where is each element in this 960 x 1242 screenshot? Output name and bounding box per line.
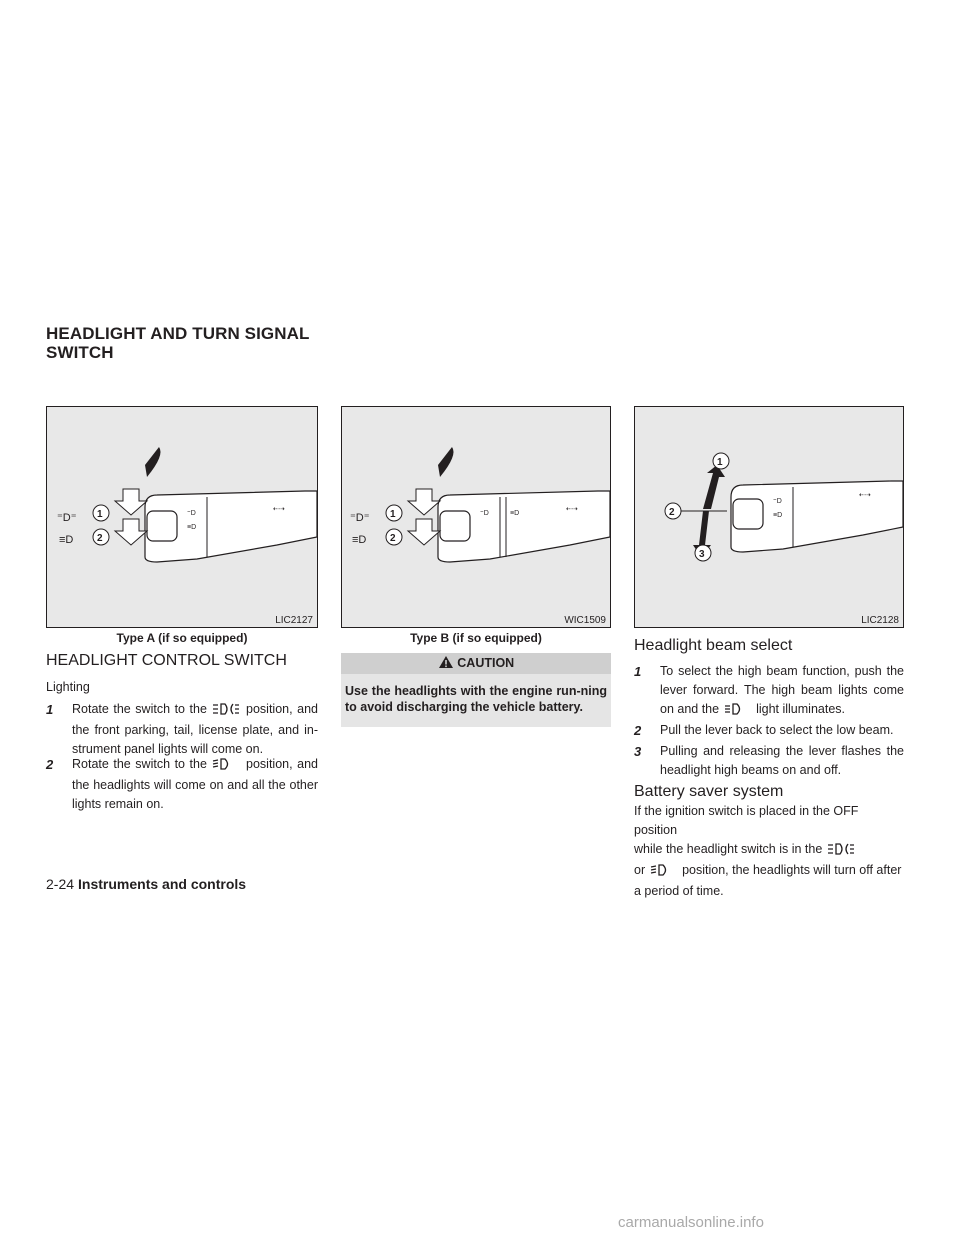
svg-text:⁼D: ⁼D bbox=[773, 498, 782, 505]
svg-text:1: 1 bbox=[717, 457, 723, 468]
svg-text:2: 2 bbox=[669, 507, 675, 518]
figure-code: LIC2127 bbox=[275, 615, 313, 626]
svg-text:3: 3 bbox=[699, 549, 705, 560]
svg-text:≡D: ≡D bbox=[352, 534, 367, 546]
turn-signal-lever-diagram-a bbox=[47, 407, 318, 628]
caution-header bbox=[341, 653, 611, 674]
beam-step-1 bbox=[634, 662, 904, 722]
step-number: 2 bbox=[634, 723, 642, 738]
beam-step-3 bbox=[634, 742, 904, 782]
svg-text:2: 2 bbox=[390, 533, 396, 544]
step-1 bbox=[46, 700, 318, 756]
svg-text:⇠⇢: ⇠⇢ bbox=[566, 506, 578, 513]
figure-code: WIC1509 bbox=[564, 615, 606, 626]
step-text-after: light illuminates. bbox=[756, 702, 845, 716]
battery-saver-line-4: a period of time. bbox=[634, 884, 724, 898]
step-2 bbox=[46, 755, 318, 815]
step-text-before: To select the high beam function, push the lever forward. The high beam lights come on and the bbox=[660, 664, 904, 716]
caution-title: CAUTION bbox=[457, 656, 515, 670]
svg-text:≡D: ≡D bbox=[59, 534, 74, 546]
headlight-control-heading: HEADLIGHT CONTROL SWITCH bbox=[46, 652, 287, 669]
svg-text:2: 2 bbox=[97, 533, 103, 544]
step-text: Pull the lever back to select the low beam. bbox=[660, 723, 894, 737]
svg-text:⁼D: ⁼D bbox=[480, 510, 489, 517]
parking-light-icon bbox=[826, 842, 856, 861]
caution-box bbox=[341, 653, 611, 727]
step-text: Pulling and releasing the lever flashes the headlight high beams on and off. bbox=[660, 744, 904, 777]
step-number: 2 bbox=[46, 757, 54, 772]
step-number: 3 bbox=[634, 744, 642, 759]
beam-select-heading: Headlight beam select bbox=[634, 637, 793, 654]
svg-text:⁼D⁼: ⁼D⁼ bbox=[57, 512, 77, 524]
beam-select-lever-diagram bbox=[635, 407, 904, 628]
parking-light-icon bbox=[211, 702, 241, 721]
figure-type-a bbox=[46, 406, 318, 628]
page-number: 2-24 bbox=[46, 876, 75, 892]
high-beam-icon bbox=[723, 702, 753, 721]
figure-caption: Type A (if so equipped) bbox=[116, 631, 248, 645]
beam-step-2 bbox=[634, 721, 904, 741]
section-title: HEADLIGHT AND TURN SIGNAL SWITCH bbox=[46, 324, 310, 362]
watermark: carmanualsonline.info bbox=[618, 1214, 764, 1231]
battery-saver-line-1: If the ignition switch is placed in the OFF position bbox=[634, 804, 859, 837]
turn-signal-lever-diagram-b bbox=[342, 407, 611, 628]
figure-code: LIC2128 bbox=[861, 615, 899, 626]
figure-caption: Type B (if so equipped) bbox=[410, 631, 542, 645]
headlight-icon bbox=[211, 757, 241, 776]
svg-text:≡D: ≡D bbox=[773, 512, 783, 519]
figure-beam-select bbox=[634, 406, 904, 628]
battery-saver-line-3-after: position, the headlights will turn off after bbox=[682, 863, 902, 877]
svg-text:⇠⇢: ⇠⇢ bbox=[273, 506, 285, 513]
lighting-subheading: Lighting bbox=[46, 680, 90, 694]
caution-text: Use the headlights with the engine run-ning to avoid discharging the vehicle battery. bbox=[345, 684, 607, 714]
battery-saver-text bbox=[634, 802, 904, 901]
figure-type-b bbox=[341, 406, 611, 628]
svg-text:≡D: ≡D bbox=[187, 524, 197, 531]
step-text-after: position, and the headlights will come on and all the other lights remain on. bbox=[72, 757, 318, 811]
svg-text:⇠⇢: ⇠⇢ bbox=[859, 492, 871, 499]
battery-saver-heading: Battery saver system bbox=[634, 783, 784, 800]
step-number: 1 bbox=[634, 664, 642, 679]
svg-text:1: 1 bbox=[390, 509, 396, 520]
headlight-icon bbox=[649, 863, 679, 882]
step-text-before: Rotate the switch to the bbox=[72, 702, 207, 716]
svg-text:1: 1 bbox=[97, 509, 103, 520]
battery-saver-line-2: while the headlight switch is in the bbox=[634, 842, 823, 856]
battery-saver-line-3-before: or bbox=[634, 863, 646, 877]
step-number: 1 bbox=[46, 702, 54, 717]
svg-text:⁼D: ⁼D bbox=[187, 510, 196, 517]
caution-triangle-icon bbox=[438, 655, 454, 676]
step-text-after: position, and the front parking, tail, license plate, and in-strument panel lights will come on. bbox=[72, 702, 318, 756]
svg-text:≡D: ≡D bbox=[510, 510, 520, 517]
page-footer bbox=[46, 876, 246, 892]
step-text-before: Rotate the switch to the bbox=[72, 757, 207, 771]
footer-section: Instruments and controls bbox=[78, 876, 247, 892]
svg-text:⁼D⁼: ⁼D⁼ bbox=[350, 512, 370, 524]
